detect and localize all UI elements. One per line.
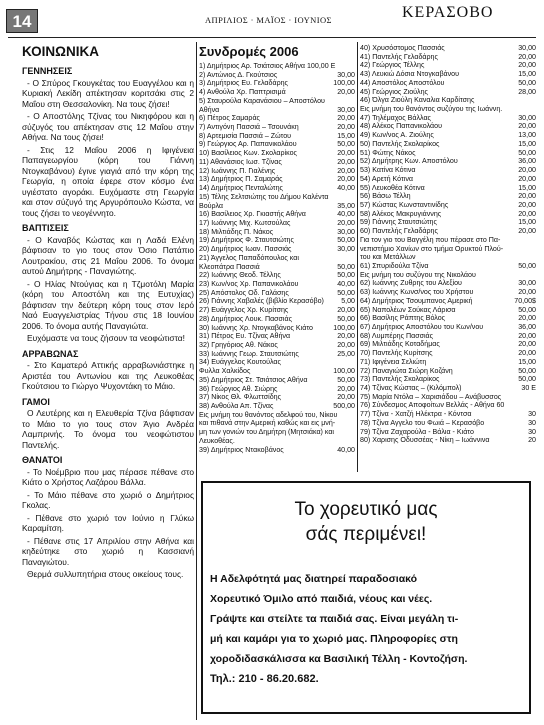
subscriber-name: 41) Παντελής Γελαδάρης bbox=[360, 52, 438, 61]
subscription-entry bbox=[360, 340, 536, 349]
subscription-entry bbox=[360, 175, 536, 184]
subscription-entry bbox=[360, 166, 536, 175]
subscription-entry bbox=[199, 289, 355, 298]
subscriber-name: 51) Φώτης Νάκος bbox=[360, 148, 416, 157]
subscriber-name: 70) Παντελής Κυρίτσης bbox=[360, 349, 433, 358]
subscription-amount: 30 Ε bbox=[521, 384, 536, 393]
subscription-entry bbox=[199, 184, 355, 193]
subscriber-name: 71) Ιφιγένεια Σελιώτη bbox=[360, 357, 427, 366]
subscriber-name: 27) Ευάγγελος Χρ. Κυρίτσης bbox=[199, 306, 289, 315]
subscriber-name: 16) Βασίλειος Χρ. Γκιαστής Αθήνα bbox=[199, 210, 306, 219]
subscription-entry bbox=[199, 202, 355, 211]
subscription-amount: 20,00 bbox=[518, 331, 536, 340]
subscription-amount: 20,00 bbox=[337, 175, 355, 184]
subscription-amount: 20,00 bbox=[518, 288, 536, 297]
news-paragraph: - Ο Καναβός Κώστας και η Λαδά Ελένη βάφτισαν το γιο τους στον Όσιο Πατάπιο Λουτρακίου, στις 21 Μαΐου 2006. Το όνομα αυτού Δημήτρης - Παναγιώτης. bbox=[22, 234, 194, 276]
subscription-amount: 20,00 bbox=[337, 218, 355, 227]
subscriber-name: 23) Κων/νος Χρ. Παπανικολάου bbox=[199, 279, 299, 288]
subscription-amount: 20,00 bbox=[518, 227, 536, 236]
subscription-amount: 40,00 bbox=[337, 279, 355, 288]
subscription-amount: 50,00 bbox=[518, 366, 536, 375]
subscription-amount: 35,00 bbox=[337, 201, 355, 210]
subscription-entry bbox=[199, 106, 355, 115]
subscription-amount: 20,00 bbox=[518, 61, 536, 70]
subscription-entry bbox=[360, 367, 536, 376]
subscription-amount: 30,00 bbox=[337, 70, 355, 79]
subscriber-name: 66) Βασίλης Ράπτης Βόλος bbox=[360, 314, 446, 323]
subscription-note: Εις μνήμη του συζύγου της Νικολάου bbox=[360, 270, 476, 279]
subscriber-name: 73) Παντελής Σκολαρίκος bbox=[360, 375, 440, 384]
subscription-amount: 30,00 bbox=[337, 245, 355, 254]
subscriber-name: 57) Κώστας Κωνσταντινίδης bbox=[360, 200, 449, 209]
subscription-entry bbox=[360, 70, 536, 79]
subscription-amount: 20,00 bbox=[518, 200, 536, 209]
section-heading: ΓΕΝΝΗΣΕΙΣ bbox=[22, 66, 73, 76]
subscription-entry bbox=[199, 324, 355, 333]
subscriber-name: 53) Κατίνα Κότινα bbox=[360, 166, 416, 175]
subscription-entry bbox=[199, 79, 355, 88]
subscription-amount: 20,00 bbox=[518, 174, 536, 183]
subscriber-name: 37) Νίκος Θλ. Φλωττσίδης bbox=[199, 393, 282, 402]
subscription-amount: 50,00 bbox=[518, 261, 536, 270]
subscription-amount: 70,00$ bbox=[514, 296, 536, 305]
subscriber-name: 22) Ιωάννης Θεοδ. Τέλλης bbox=[199, 271, 281, 280]
subscription-amount: 30,00 bbox=[518, 44, 536, 52]
subscriber-name: 49) Κων/νος Α. Ζιούλης bbox=[360, 131, 434, 140]
subscription-entry bbox=[199, 123, 355, 132]
subscriber-name: 68) Λυμπέρης Πασσιάς bbox=[360, 331, 434, 340]
ad-headline-line: σάς περιμένει! bbox=[305, 524, 427, 545]
subscription-entry bbox=[360, 314, 536, 323]
subscription-entry bbox=[360, 419, 536, 428]
section-heading: ΑΡΡΑΒΩΝΑΣ bbox=[22, 348, 79, 359]
news-paragraph: Ευχόμαστε να τους ζήσουν τα νεοφώτιστα! bbox=[27, 333, 185, 343]
subscription-amount: 100,00 bbox=[333, 367, 355, 376]
subscriber-name: 38) Ανθούλα Απ. Τζίνας bbox=[199, 402, 274, 411]
subscriber-name: 8) Αρτεμισία Πασσιά – Ζώτου bbox=[199, 131, 292, 140]
publication-name: ΚΕΡΑΣΟΒΟ bbox=[402, 4, 494, 21]
subscriber-name: 4) Ανθούλα Χρ. Παπτρισιμά bbox=[199, 88, 286, 97]
subscription-entry bbox=[360, 114, 536, 123]
subscription-amount: 50,00 bbox=[518, 78, 536, 87]
subscription-entry bbox=[199, 402, 355, 411]
subscription-amount: 20,00 bbox=[518, 349, 536, 358]
subscriber-name: 2) Αντώνιος Δ. Γκούτσιος bbox=[199, 70, 278, 79]
subscription-amount: 20,00 bbox=[337, 123, 355, 132]
subscription-entry bbox=[360, 61, 536, 70]
subscription-note: Εις μνήμη του θανόντος αδελφού του, Νίκου bbox=[199, 410, 338, 419]
subscriber-name: 79) Τζίνα Ζαχαρούλα - Βάλια - Κιάτο bbox=[360, 427, 474, 436]
subscription-entry bbox=[360, 44, 536, 53]
subscriber-name: 26) Γιάννης Χαβαλές (βιβλίο Κερασόβο) bbox=[199, 297, 324, 306]
subscriber-name: 74) Τζίνας Κώστας – (Κιλόμπολ) bbox=[360, 384, 462, 393]
ad-body-line: Γράψτε και στείλτε τα παιδιά σας. Είναι μεγάλη τι- bbox=[210, 613, 459, 625]
subscription-amount: 36,00 bbox=[518, 157, 536, 166]
subscription-amount: 36,00 bbox=[518, 323, 536, 331]
subscription-note: 34) Ευάγγελος Κουτούλας bbox=[199, 358, 281, 367]
subscription-entry bbox=[360, 201, 536, 210]
subscription-amount: 28,00 bbox=[518, 87, 536, 96]
ad-headline bbox=[203, 497, 529, 547]
subscription-entry bbox=[360, 323, 536, 332]
subscription-note: 5) Σταυρούλα Καρανάσιου – Αποστόλου bbox=[199, 96, 325, 105]
subscriber-name: 52) Δημήτρης Κων. Αποστόλου bbox=[360, 157, 458, 166]
subscription-amount: 20,00 bbox=[337, 332, 355, 341]
subscriber-name: 47) Τηλέμαχος Βάλλας bbox=[360, 113, 431, 122]
subscriber-name: 35) Δημήτριος Στ. Τσιάτσιος Αθήνα bbox=[199, 375, 308, 384]
subscription-entry bbox=[199, 341, 355, 350]
subscription-entry bbox=[360, 428, 536, 437]
subscription-entry bbox=[199, 219, 355, 228]
section-heading: ΘΑΝΑΤΟΙ bbox=[22, 455, 63, 465]
subscription-entry bbox=[199, 140, 355, 149]
subscription-amount: 50,00 bbox=[337, 262, 355, 271]
subscription-entry bbox=[360, 88, 536, 97]
subscriber-name: 3) Δημήτριος Ευ. Γελαδάρης bbox=[199, 79, 288, 88]
subscription-amount: 30,00 bbox=[518, 279, 536, 288]
news-paragraph: - Στις 12 Μαΐου 2006 η Ιφιγένεια Παπαγεωργίου (κόρη του Γιάννη Ντογκαβάνου) έγινε γιαγιά από την κόρη της Γεωργία, η οποία έφερε στον κόσμο ένα υγιέστατο αγοράκι. Ευχόμαστε στη Γεωργία και στον σύζυγό της Αργυρόπουλο Κώστα, να τους ζήσει το νεογέννητο. bbox=[22, 144, 194, 218]
subscription-entry bbox=[360, 436, 536, 445]
subscription-amount: 50,00 bbox=[337, 271, 355, 280]
subscription-amount: 15,00 bbox=[518, 218, 536, 227]
subscription-entry bbox=[360, 192, 536, 201]
subscription-entry bbox=[360, 297, 536, 306]
subscriptions-title: Συνδρομές 2006 bbox=[199, 44, 299, 59]
subscription-entry bbox=[360, 184, 536, 193]
subscriber-name: 14) Δημήτριος Πενταλώτης bbox=[199, 184, 283, 193]
social-news-column bbox=[22, 44, 194, 716]
subscriber-name: 54) Αρετή Κότινα bbox=[360, 174, 413, 183]
subscription-entry bbox=[199, 149, 355, 158]
news-paragraph: - Το Μάιο πέθανε στο χωριό ο Δημήτριος Γκολας. bbox=[22, 489, 194, 510]
subscription-amount: 13,00 bbox=[518, 131, 536, 140]
subscription-entry bbox=[360, 262, 536, 271]
subscriber-name: 17) Ιωάννης Μιχ. Κωτσούλας bbox=[199, 218, 291, 227]
ad-phone: Τηλ.: 210 - 86.20.682. bbox=[210, 673, 319, 685]
subscriber-name: 31) Πέτρος Ευ. Τζίνας Αθήνα bbox=[199, 332, 291, 341]
subscriber-name: 58) Αλέκος Μακρυγιάννης bbox=[360, 209, 442, 218]
section-title: ΚΟΙΝΩΝΙΚΑ bbox=[22, 44, 99, 59]
subscription-entry bbox=[199, 175, 355, 184]
subscription-entry bbox=[360, 157, 536, 166]
subscription-amount: 100,00 bbox=[333, 323, 355, 332]
subscriber-name: 40) Χρυσόστομος Πασσιάς bbox=[360, 44, 445, 52]
subscription-note: 21) Άγγελος Παπαδόπουλος και bbox=[199, 253, 299, 262]
subscription-entry bbox=[199, 332, 355, 341]
subscriber-name: 65) Ναπολέων Σούκας Λάρισα bbox=[360, 305, 456, 314]
subscription-note: Για τον γιο του Βαγγέλη που πέρασε στο Πα- bbox=[360, 235, 501, 244]
subscription-entry bbox=[360, 288, 536, 297]
subscription-entry bbox=[360, 122, 536, 131]
subscription-amount: 20,00 bbox=[337, 157, 355, 166]
subscriber-name: 43) Λευκιώ Δόσια Ντογκαβάνου bbox=[360, 70, 459, 79]
subscriber-name: 28) Δημήτριος Λουκ. Πασσιάς bbox=[199, 314, 293, 323]
subscriber-name: 59) Γιάννης Σταυτσιώτης bbox=[360, 218, 437, 227]
column-divider bbox=[357, 42, 358, 472]
subscription-amount: 20,00 bbox=[337, 306, 355, 315]
subscriber-name: 72) Παναγιώτα Σιώρη Κοζάνη bbox=[360, 366, 453, 375]
subscriber-name: 36) Γεώργιος Αθ. Σιώρης bbox=[199, 384, 278, 393]
subscription-note: Εις μνήμη του θανόντος συζύγου της Ιωάννη. bbox=[360, 105, 503, 114]
subscription-entry bbox=[199, 263, 355, 272]
subscription-amount: 50,00 bbox=[337, 140, 355, 149]
subscription-note: μη των γονιών του Δημήτρη (Μητσιάκα) και bbox=[199, 428, 335, 437]
subscriber-name: Φυλλα Χαλκίδος bbox=[199, 367, 251, 376]
section-heading: ΓΑΜΟΙ bbox=[22, 396, 50, 407]
subscription-note: 1) Δημήτριος Αρ. Τσιάτσιος Αθήνα 100,00 Ε bbox=[199, 62, 336, 70]
subscription-entry bbox=[199, 315, 355, 324]
subscription-amount: 15,00 bbox=[337, 131, 355, 140]
ad-headline-line: Το χορευτικό μας bbox=[294, 499, 438, 520]
subscriber-name: 12) Ιωάννης Π. Γιαλένης bbox=[199, 166, 276, 175]
subscription-entry bbox=[360, 131, 536, 140]
subscriber-name: 55) Λευκοθέα Κότινα bbox=[360, 183, 425, 192]
subscriptions-column-left bbox=[199, 44, 355, 454]
subscriber-name: Αθήνα bbox=[199, 105, 220, 114]
ad-body-line: χοροδιδασκάλισσα κα Βασιλική Τέλλη - Κοντοζήση. bbox=[210, 653, 468, 665]
ad-body-line: Η Αδελφότητά μας διατηρεί παραδοσιακό bbox=[210, 573, 418, 585]
subscriber-name: 48) Αλέκος Παπανικολάου bbox=[360, 122, 442, 131]
subscription-amount: 15,00 bbox=[518, 357, 536, 366]
subscription-amount: 20,00 bbox=[337, 149, 355, 158]
subscription-entry bbox=[199, 88, 355, 97]
subscription-note: Λευκοθέας. bbox=[199, 436, 235, 445]
subscription-note: 76) Σύνδεσμος Αποφοίτων Βελλάς - Αθήνα 60 bbox=[360, 401, 505, 410]
subscription-entry bbox=[199, 297, 355, 306]
subscription-amount: 20 bbox=[528, 436, 536, 445]
subscriber-name: 30) Ιωάννης Χρ. Ντογκαβάνος Κιάτο bbox=[199, 323, 313, 332]
subscription-entry bbox=[199, 167, 355, 176]
subscriber-name: 77) Τζίνα - Χατζή Ηλέκτρα - Κόντσα bbox=[360, 410, 472, 419]
subscription-amount: 30 bbox=[528, 427, 536, 436]
subscription-amount: 20,00 bbox=[518, 52, 536, 61]
subscription-entry bbox=[199, 376, 355, 385]
subscriber-name: Βούρλα bbox=[199, 201, 223, 210]
subscriber-name: 62) Ιωάννης Ζυθρης του Αλεξίου bbox=[360, 279, 462, 288]
ad-body-line: μή και καμάρι για το χωριό μας. Πληροφορίες στη bbox=[210, 633, 458, 645]
subscription-entry bbox=[199, 228, 355, 237]
subscription-entry bbox=[360, 140, 536, 149]
news-paragraph: - Πέθανε στο χωριό τον Ιούνιο η Γλύκω Καραμίτση. bbox=[22, 512, 194, 533]
subscriber-name: 80) Χαρισης Οδυσσέας - Νίκη – Ιωάννινα bbox=[360, 436, 490, 445]
subscriber-name: 45) Γεώργιος Ζιούλης bbox=[360, 87, 428, 96]
subscription-amount: 15,00 bbox=[518, 139, 536, 148]
subscription-entry bbox=[199, 114, 355, 123]
subscription-amount: 20,00 bbox=[518, 122, 536, 131]
subscription-amount: 20,00 bbox=[337, 393, 355, 402]
subscriber-name: 60) Παντελής Γελαδάρης bbox=[360, 227, 438, 236]
subscription-note: 46) Όλγα Ζιούλη Καναλια Καρδίτσης bbox=[360, 96, 475, 105]
subscriber-name: 42) Γεώργιος Τέλλης bbox=[360, 61, 425, 70]
subscription-entry bbox=[360, 227, 536, 236]
subscription-amount: 20,00 bbox=[337, 166, 355, 175]
subscriber-name: 56) Βάσω Τέλλη bbox=[360, 192, 411, 201]
subscription-amount: 50,00 bbox=[337, 288, 355, 297]
subscription-amount: 20,00 bbox=[518, 192, 536, 201]
news-paragraph: - Ο Σπύρος Γκουγκέτας του Ευαγγέλου και η Κυριακή Λεκίδη απέκτησαν κοριτσάκι στις 2 Μαΐου στη Θεσσαλονίκη. Να τους ζήσει! bbox=[22, 77, 194, 109]
page-number: 14 bbox=[6, 9, 38, 33]
ad-body-line: Χορευτικό Όμιλο από παιδιά, νέους και νέες. bbox=[210, 593, 433, 605]
subscription-amount: 25,00 bbox=[337, 349, 355, 358]
subscription-entry bbox=[360, 410, 536, 419]
subscriber-name: 25) Απόστολος Οδ. Γαλάσης bbox=[199, 288, 289, 297]
subscription-entry bbox=[199, 71, 355, 80]
subscription-amount: 20,00 bbox=[337, 114, 355, 123]
subscription-entry bbox=[199, 385, 355, 394]
subscription-note: και πιθανά στην Αμερική καθώς και εις μνή- bbox=[199, 419, 336, 428]
subscription-amount: 50,00 bbox=[337, 314, 355, 323]
news-paragraph: - Ο Ηλίας Ντούγιας και η Τζμοτόλη Μαρία (κόρη του Αποστόλη και της Ευτυχίας) βάφτισαν την δεύτερη κόρη τους στον Ιερό Ναό Ευαγγελιστρίας Τήνου στις 18 Ιουνίου 2006. Το όνομα αυτής Παναγιώτα. bbox=[22, 278, 194, 331]
subscription-entry bbox=[360, 149, 536, 158]
subscription-entry bbox=[199, 158, 355, 167]
subscription-amount: 20,00 bbox=[518, 209, 536, 218]
subscription-amount: 30 bbox=[528, 418, 536, 427]
subscription-note: νεπιστήμιο Χανίων στο τμήμα Ορυκτού Πλού- bbox=[360, 244, 504, 253]
subscription-entry bbox=[199, 306, 355, 315]
subscription-note: 75) Μαρία Ντόλα – Χαρισιάδου – Ανάβυσσος bbox=[360, 392, 502, 401]
column-divider bbox=[196, 42, 197, 720]
subscription-entry bbox=[360, 53, 536, 62]
subscription-amount: 15,00 bbox=[518, 183, 536, 192]
subscriptions-column-right bbox=[360, 44, 536, 445]
subscription-amount: 15,00 bbox=[518, 70, 536, 79]
subscription-amount: 20,00 bbox=[518, 166, 536, 175]
news-paragraph: - Πέθανε στις 17 Απριλίου στην Αθήνα και κηδεύτηκε στο χωριό η Κασσιανή Παναγιώτου. bbox=[22, 535, 194, 567]
subscription-amount: 30,00 bbox=[518, 113, 536, 122]
news-paragraph: Ο Λευτέρης και η Ελευθερία Τζίνα βάφτισαν το Μάιο το γιο τους στον Άγιο Ανδρέα Λαμπρινής. Το όνομα του νεοφώτιστου Παντελής. bbox=[22, 408, 194, 450]
subscription-amount: 40,00 bbox=[337, 184, 355, 193]
subscription-entry bbox=[360, 306, 536, 315]
subscriber-name: 9) Γεώργιος Αρ. Παπανικολάου bbox=[199, 140, 297, 149]
subscription-amount: 50,00 bbox=[337, 236, 355, 245]
subscriber-name: 44) Αποστόλος Αποστόλου bbox=[360, 78, 445, 87]
subscription-entry bbox=[360, 79, 536, 88]
subscriber-name: 19) Δημήτριος Φ. Σταυτσιώτης bbox=[199, 236, 294, 245]
news-paragraph: Θερμά συλλυπητήρια στους οικείους τους. bbox=[27, 569, 184, 579]
subscriber-name: 39) Δημήτριος Ντακοβάνος bbox=[199, 445, 284, 454]
subscription-entry bbox=[199, 210, 355, 219]
subscription-entry bbox=[199, 245, 355, 254]
subscription-entry bbox=[360, 349, 536, 358]
subscriber-name: 20) Δημήτριος Ιωαν. Πασσιάς bbox=[199, 245, 292, 254]
subscription-entry bbox=[199, 236, 355, 245]
subscriber-name: 50) Παντελής Σκολαρίκος bbox=[360, 139, 440, 148]
dance-group-ad bbox=[201, 481, 531, 714]
subscriber-name: 10) Βασίλειος Κων. Σκολαρίκος bbox=[199, 149, 297, 158]
subscription-entry bbox=[199, 367, 355, 376]
subscription-entry bbox=[199, 271, 355, 280]
subscription-entry bbox=[199, 350, 355, 359]
subscriber-name: 18) Μιλτιάδης Π. Νάκος bbox=[199, 227, 274, 236]
subscriber-name: 11) Αθανάσιος Ιωσ. Τζίνας bbox=[199, 157, 282, 166]
issue-months: ΑΠΡΙΛΙΟΣ · ΜΑΪΟΣ · ΙΟΥΝΙΟΣ bbox=[205, 15, 332, 25]
subscription-amount: 20,00 bbox=[518, 340, 536, 349]
subscriber-name: 61) Σπυριδούλα Τζίνα bbox=[360, 261, 429, 270]
subscription-amount: 20,00 bbox=[337, 384, 355, 393]
subscription-entry bbox=[360, 332, 536, 341]
subscriber-name: 78) Τζίνα Αγγελο του Φωιά – Κερασόβο bbox=[360, 418, 485, 427]
subscription-amount: 50,00 bbox=[518, 305, 536, 314]
news-paragraph: - Ο Αποστόλης Τζίνας του Νικηφόρου και η σύζυγός του απέκτησαν στις 12 Μαΐου στην Αθήνα. Να τους ζήσει! bbox=[22, 111, 194, 142]
subscription-amount: 40,00 bbox=[337, 445, 355, 454]
subscription-entry bbox=[360, 375, 536, 384]
subscription-amount: 50,00 bbox=[518, 148, 536, 157]
subscription-note: του και Μετάλλων bbox=[360, 253, 416, 262]
ad-body bbox=[210, 569, 526, 689]
subscriber-name: Κλεοπάτρα Πασσιά bbox=[199, 262, 260, 271]
subscription-amount: 20,00 bbox=[337, 341, 355, 349]
subscription-entry bbox=[360, 384, 536, 393]
subscription-entry bbox=[360, 210, 536, 219]
section-heading: ΒΑΠΤΙΣΕΙΣ bbox=[22, 223, 69, 233]
subscriber-name: 67) Δημήτριος Αποστόλου του Κων/νου bbox=[360, 323, 484, 331]
subscription-amount: 20,00 bbox=[337, 88, 355, 97]
subscription-note: 15) Τέλης Σελτσιώτης του Δήμου Καλέντα bbox=[199, 192, 329, 201]
subscription-amount: 30,00 bbox=[337, 105, 355, 114]
subscription-entry bbox=[199, 393, 355, 402]
subscription-entry bbox=[360, 279, 536, 288]
subscription-amount: 50,00 bbox=[337, 375, 355, 384]
subscriber-name: 6) Πέτρος Σαμαράς bbox=[199, 114, 260, 123]
subscription-amount: 20,00 bbox=[518, 314, 536, 323]
subscription-amount: 40,00 bbox=[337, 210, 355, 219]
subscriber-name: 32) Γρηγόριος Αθ. Νάκος bbox=[199, 341, 278, 349]
subscription-entry bbox=[199, 446, 355, 455]
subscription-amount: 500,00 bbox=[333, 402, 355, 411]
subscription-entry bbox=[360, 218, 536, 227]
subscription-entry bbox=[199, 280, 355, 289]
subscriber-name: 13) Δημήτριος Π. Σαμαράς bbox=[199, 175, 283, 184]
subscriber-name: 7) Αντιγόνη Πασσιά – Τσουνάκη bbox=[199, 123, 299, 132]
subscription-entry bbox=[360, 358, 536, 367]
subscription-amount: 30 bbox=[528, 410, 536, 419]
news-paragraph: - Στο Καματερό Αττικής αρραβωνιάστηκε η Αριστέα του Αντωνίου και της Λευκοθέας Γκούτσιου το Γιώργο Ψυχοντάκη το Μάιο. bbox=[22, 360, 194, 391]
subscriber-name: 63) Ιωάννης Κωνσ/νος του Χρήστου bbox=[360, 288, 474, 297]
subscriber-name: 33) Ιωάννης Γεωρ. Σταυτσιώτης bbox=[199, 349, 299, 358]
subscription-amount: 100,00 bbox=[333, 79, 355, 88]
subscription-amount: 50,00 bbox=[518, 375, 536, 384]
subscriber-name: 69) Μιλτιάδης Κοταδήμας bbox=[360, 340, 440, 349]
subscription-amount: 30,00 bbox=[337, 227, 355, 236]
subscriber-name: 64) Δημήτριος Τσουμπανος Αμερική bbox=[360, 296, 473, 305]
news-paragraph: - Το Νοέμβριο που μας πέρασε πέθανε στο Κιάτο ο Χρήστος Λαζάρου Βάλλα. bbox=[22, 466, 194, 487]
subscription-amount: 5,00 bbox=[341, 297, 355, 306]
subscription-entry bbox=[199, 132, 355, 141]
